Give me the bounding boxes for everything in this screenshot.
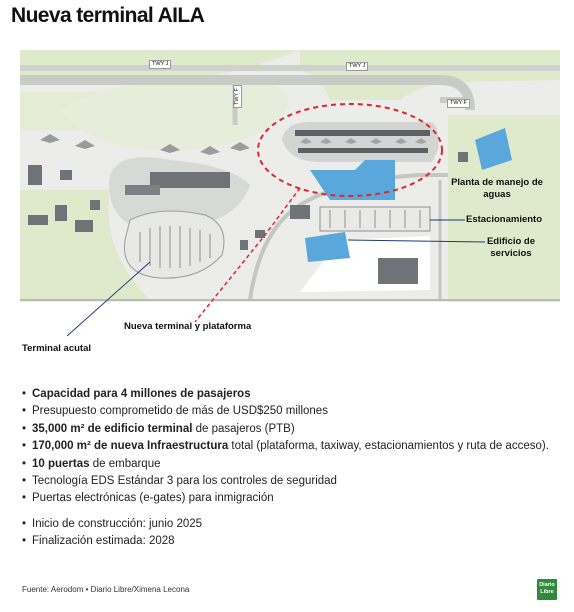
list-item: • 35,000 m² de edificio terminal de pasajeros (PTB) [22, 421, 549, 438]
dates-list [22, 516, 202, 551]
source-credit: Fuente: Aerodom • Diario Libre/Ximena Lecona [22, 585, 190, 594]
taxiway-tag: TWY J [346, 62, 368, 71]
facts-list [22, 386, 549, 508]
list-item: • Presupuesto comprometido de más de USD$250 millones [22, 403, 549, 420]
water-plant-label: Planta de manejo de aguas [451, 177, 543, 200]
water-plant-annex [458, 152, 468, 162]
taxiway-tag: TWY F [233, 85, 242, 108]
list-item: • 10 puertas de embarque [22, 456, 549, 473]
list-item: • Inicio de construcción: junio 2025 [22, 516, 202, 533]
southern-building [378, 258, 418, 284]
page-title: Nueva terminal AILA [11, 4, 205, 27]
taxiway-tag: TWY J [149, 60, 171, 69]
list-item: • Finalización estimada: 2028 [22, 533, 202, 550]
taxiway-tag: TWY F [447, 99, 470, 108]
auxiliary-building [290, 205, 310, 219]
parking-label: Estacionamiento [466, 214, 543, 225]
new-terminal-label: Nueva terminal y plataforma [124, 321, 252, 332]
current-terminal-wing [125, 185, 160, 195]
current-terminal-building [150, 172, 230, 188]
list-item: • 170,000 m² de nueva Infraestructura total (plataforma, taxiway, estacionamientos y ruta de acceso). [22, 438, 549, 455]
list-item: • Tecnología EDS Estándar 3 para los controles de seguridad [22, 473, 549, 490]
list-item: • Capacidad para 4 millones de pasajeros [22, 386, 549, 403]
current-terminal-label: Terminal acutal [22, 343, 91, 354]
list-item: • Puertas electrónicas (e-gates) para inmigración [22, 490, 549, 507]
diario-libre-logo: Diario Libre [537, 579, 557, 600]
services-label: Edificio de servicios [486, 236, 536, 259]
